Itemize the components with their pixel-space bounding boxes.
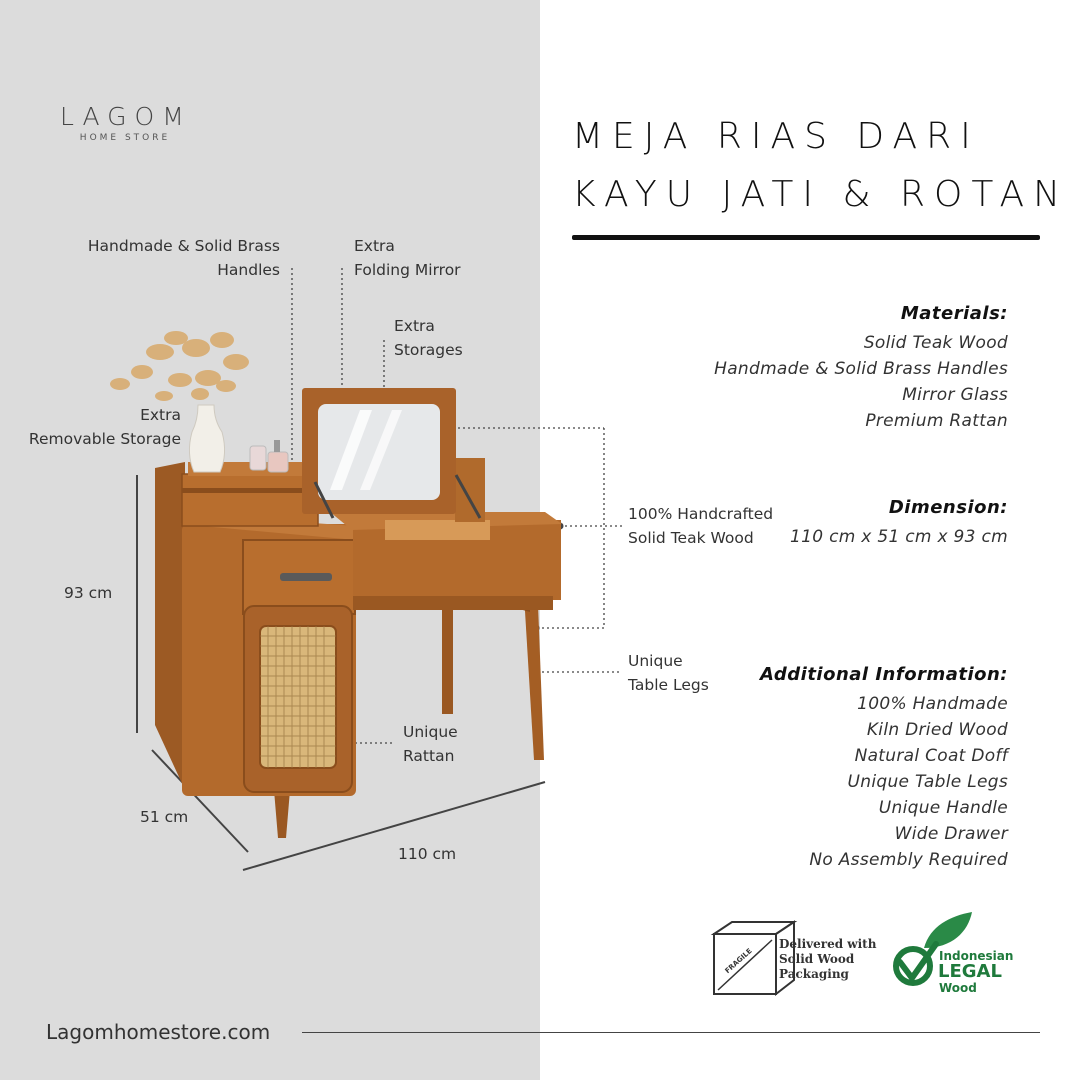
dimension-value: 110 cm x 51 cm x 93 cm <box>790 527 1008 547</box>
callout-folding-mirror-line-1: Extra <box>354 237 395 255</box>
callout-table-legs <box>628 649 709 697</box>
callout-brass-handles-line-1: Handmade & Solid Brass <box>87 237 280 255</box>
perfume-bottles <box>250 440 288 472</box>
brand-logo[interactable] <box>60 102 190 143</box>
callout-extra-storages-line-2: Storages <box>394 341 463 359</box>
additional-info-item: 100% Handmade <box>857 694 1008 714</box>
callout-removable-storage-line-2: Removable Storage <box>28 430 181 448</box>
product-title-line-1: MEJA RIAS DARI <box>572 116 980 157</box>
dimension-section <box>790 497 1008 550</box>
brand-name: LAGOM <box>60 102 192 131</box>
website-url-link[interactable]: Lagomhomestore.com <box>46 1020 271 1044</box>
folding-mirror <box>302 388 480 518</box>
materials-item: Handmade & Solid Brass Handles <box>714 359 1008 379</box>
callout-folding-mirror <box>354 234 461 282</box>
brand-tagline: HOME STORE <box>79 133 171 143</box>
dimension-width-label: 110 cm <box>398 845 457 863</box>
packaging-badge-line-1: Delivered with <box>779 937 877 951</box>
materials-item: Mirror Glass <box>902 385 1008 405</box>
legal-wood-line-2: LEGAL <box>938 961 1002 982</box>
callout-removable-storage <box>20 403 181 451</box>
dimension-heading: Dimension: <box>888 497 1008 518</box>
callout-removable-storage-line-1: Extra <box>140 406 181 424</box>
legal-wood-line-3: Wood <box>939 981 977 995</box>
additional-info-item: Natural Coat Doff <box>854 746 1008 766</box>
callout-rattan-line-1: Unique <box>403 723 458 741</box>
additional-info-item: No Assembly Required <box>809 850 1008 870</box>
materials-heading: Materials: <box>900 303 1008 324</box>
materials-item: Solid Teak Wood <box>863 333 1008 353</box>
callout-extra-storages-line-1: Extra <box>394 317 435 335</box>
product-title-line-2: KAYU JATI & ROTAN <box>572 174 1070 215</box>
callout-table-legs-line-2: Table Legs <box>628 676 709 694</box>
callout-handcrafted-teak-line-1: 100% Handcrafted <box>628 505 774 523</box>
materials-item: Premium Rattan <box>865 411 1008 431</box>
additional-info-item: Unique Handle <box>878 798 1008 818</box>
product-title <box>572 108 1069 224</box>
additional-info-heading: Additional Information: <box>760 664 1008 685</box>
callout-folding-mirror-line-2: Folding Mirror <box>354 261 461 279</box>
callout-handcrafted-teak-line-2: Solid Teak Wood <box>628 529 754 547</box>
callout-table-legs-line-1: Unique <box>628 652 683 670</box>
packaging-badge-text <box>779 937 876 982</box>
footer-divider <box>302 1032 1040 1033</box>
title-underline <box>572 235 1040 240</box>
callout-extra-storages <box>394 314 463 362</box>
packaging-badge-line-3: Packaging <box>779 967 849 981</box>
additional-info-section <box>760 664 1008 873</box>
callout-handcrafted-teak <box>628 502 773 550</box>
callout-rattan <box>403 720 458 768</box>
dimension-depth-label: 51 cm <box>140 808 189 826</box>
materials-section <box>714 303 1008 434</box>
fragile-box-label: FRAGILE <box>723 946 754 976</box>
additional-info-item: Wide Drawer <box>894 824 1008 844</box>
packaging-badge-line-2: Solid Wood <box>779 952 855 966</box>
additional-info-item: Unique Table Legs <box>847 772 1008 792</box>
callout-rattan-line-2: Rattan <box>403 747 455 765</box>
additional-info-item: Kiln Dried Wood <box>866 720 1008 740</box>
callout-brass-handles-line-2: Handles <box>217 261 280 279</box>
legal-wood-line-1: Indonesian <box>939 949 1014 963</box>
callout-brass-handles <box>80 234 280 282</box>
dimension-height-label: 93 cm <box>64 584 113 602</box>
